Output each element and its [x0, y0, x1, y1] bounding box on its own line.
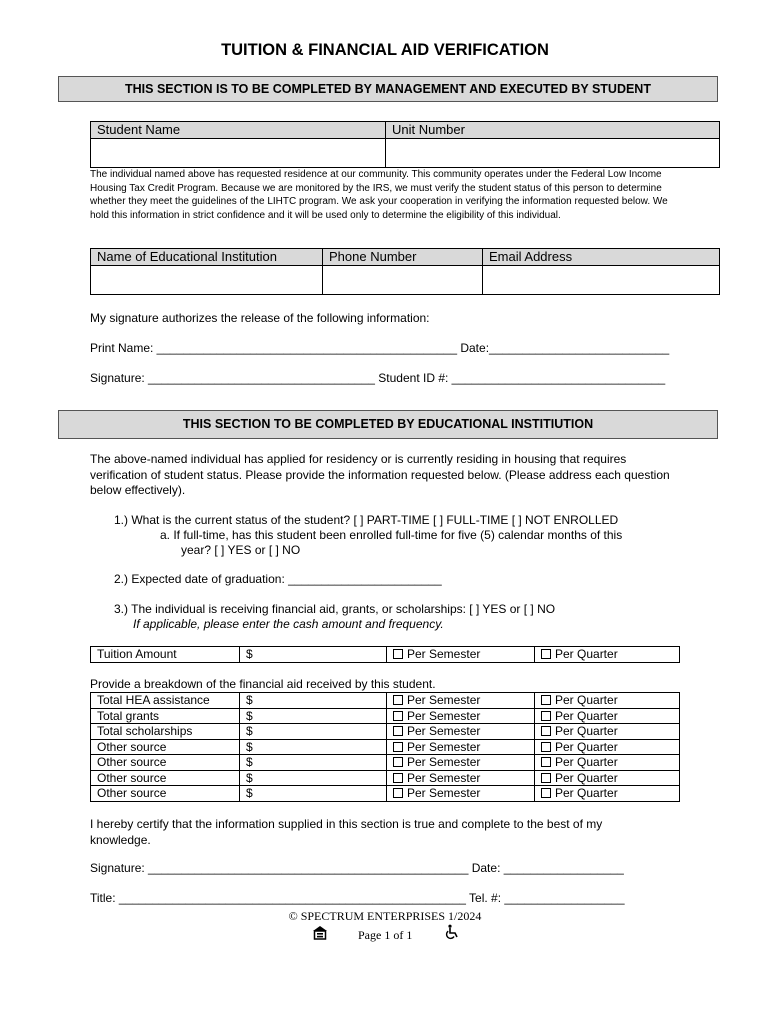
aid-per-semester[interactable]: Per Semester: [387, 786, 535, 802]
checkbox-icon[interactable]: [541, 742, 551, 752]
question-3: 3.) The individual is receiving financial aid, grants, or scholarships: [ ] YES or [ ] NO: [114, 602, 556, 616]
student-name-label: Student Name: [91, 122, 386, 139]
institution-signature-line[interactable]: Signature: ________________________________________________ Date: __________________: [90, 861, 624, 875]
aid-row: [91, 755, 680, 771]
tuition-per-semester[interactable]: Per Semester: [387, 647, 535, 663]
aid-row: [91, 739, 680, 755]
aid-per-quarter[interactable]: Per Quarter: [535, 755, 680, 771]
checkbox-icon[interactable]: [393, 649, 403, 659]
page-title: TUITION & FINANCIAL AID VERIFICATION: [221, 41, 549, 59]
tuition-per-quarter[interactable]: Per Quarter: [535, 647, 680, 663]
aid-amount[interactable]: $: [240, 786, 387, 802]
aid-per-quarter[interactable]: Per Quarter: [535, 693, 680, 709]
authorize-text: My signature authorizes the release of the following information:: [90, 311, 430, 325]
aid-label: Other source: [91, 770, 240, 786]
aid-amount[interactable]: $: [240, 693, 387, 709]
aid-per-quarter[interactable]: Per Quarter: [535, 770, 680, 786]
checkbox-icon[interactable]: [541, 757, 551, 767]
aid-per-semester[interactable]: Per Semester: [387, 755, 535, 771]
checkbox-icon[interactable]: [393, 773, 403, 783]
checkbox-icon[interactable]: [393, 742, 403, 752]
aid-per-quarter[interactable]: Per Quarter: [535, 724, 680, 740]
institution-table: [90, 248, 720, 295]
aid-row: [91, 724, 680, 740]
section2-intro: The above-named individual has applied for residency or is currently residing in housing that requires verification of student status. Please provide the information requested below. (Please address each question below effectively).: [90, 452, 670, 497]
phone-label: Phone Number: [323, 249, 483, 266]
unit-number-label: Unit Number: [386, 122, 720, 139]
aid-row: [91, 708, 680, 724]
aid-label: Total grants: [91, 708, 240, 724]
aid-per-semester[interactable]: Per Semester: [387, 739, 535, 755]
checkbox-icon[interactable]: [541, 649, 551, 659]
checkbox-icon[interactable]: [393, 726, 403, 736]
checkbox-icon[interactable]: [541, 711, 551, 721]
aid-per-semester[interactable]: Per Semester: [387, 693, 535, 709]
checkbox-icon[interactable]: [393, 757, 403, 767]
email-field[interactable]: [483, 266, 720, 295]
checkbox-icon[interactable]: [541, 695, 551, 705]
question-1: 1.) What is the current status of the student? [ ] PART-TIME [ ] FULL-TIME [ ] NOT ENROLLED: [114, 513, 619, 527]
checkbox-icon[interactable]: [541, 788, 551, 798]
aid-breakdown-table: [90, 692, 680, 802]
section1-banner: THIS SECTION IS TO BE COMPLETED BY MANAGEMENT AND EXECUTED BY STUDENT: [58, 76, 718, 102]
aid-per-quarter[interactable]: Per Quarter: [535, 786, 680, 802]
institution-field[interactable]: [91, 266, 323, 295]
wheelchair-icon: [444, 924, 460, 940]
question-3-note: If applicable, please enter the cash amount and frequency.: [133, 617, 444, 631]
copyright: © SPECTRUM ENTERPRISES 1/2024: [288, 909, 482, 923]
aid-label: Total HEA assistance: [91, 693, 240, 709]
student-info-table: [90, 121, 720, 168]
question-2: 2.) Expected date of graduation: _______________________: [114, 572, 442, 586]
institution-label: Name of Educational Institution: [91, 249, 323, 266]
aid-per-quarter[interactable]: Per Quarter: [535, 708, 680, 724]
aid-label: Other source: [91, 755, 240, 771]
tuition-label: Tuition Amount: [91, 647, 240, 663]
aid-per-semester[interactable]: Per Semester: [387, 724, 535, 740]
aid-row: [91, 770, 680, 786]
aid-amount[interactable]: $: [240, 724, 387, 740]
checkbox-icon[interactable]: [393, 695, 403, 705]
page-number: Page 1 of 1: [358, 928, 413, 942]
aid-label: Total scholarships: [91, 724, 240, 740]
aid-amount[interactable]: $: [240, 739, 387, 755]
print-name-line[interactable]: Print Name: _____________________________________________ Date:___________________________: [90, 341, 670, 355]
aid-per-semester[interactable]: Per Semester: [387, 770, 535, 786]
aid-amount[interactable]: $: [240, 755, 387, 771]
aid-row: [91, 693, 680, 709]
breakdown-intro: Provide a breakdown of the financial aid received by this student.: [90, 677, 436, 691]
aid-amount[interactable]: $: [240, 708, 387, 724]
checkbox-icon[interactable]: [393, 711, 403, 721]
certify-text: I hereby certify that the information supplied in this section is true and complete to the best of my knowledge.: [90, 817, 603, 847]
aid-label: Other source: [91, 739, 240, 755]
student-signature-line[interactable]: Signature: __________________________________ Student ID #: ________________________________: [90, 371, 666, 385]
equal-housing-icon: [312, 925, 328, 940]
institution-title-line[interactable]: Title: ____________________________________________________ Tel. #: __________________: [90, 891, 625, 905]
unit-number-field[interactable]: [386, 139, 720, 168]
aid-label: Other source: [91, 786, 240, 802]
email-label: Email Address: [483, 249, 720, 266]
aid-row: [91, 786, 680, 802]
checkbox-icon[interactable]: [541, 726, 551, 736]
aid-amount[interactable]: $: [240, 770, 387, 786]
section1-intro: The individual named above has requested residence at our community. This community operates under the Federal Low Income Housing Tax Credit Program. Because we are monitored by the IRS, we must verify the student status of this person to determine whether they meet the guidelines of the LIHTC program. We ask your cooperation in verifying the information requested below. We hold this information in strict confidence and it will be used only to determine the eligibility of this individual.: [90, 169, 668, 221]
section2-banner: THIS SECTION TO BE COMPLETED BY EDUCATIONAL INSTITIUTION: [58, 410, 718, 439]
question-1a: a. If full-time, has this student been enrolled full-time for five (5) calendar months of this: [160, 528, 623, 542]
aid-per-semester[interactable]: Per Semester: [387, 708, 535, 724]
checkbox-icon[interactable]: [541, 773, 551, 783]
checkbox-icon[interactable]: [393, 788, 403, 798]
question-1a-cont: year? [ ] YES or [ ] NO: [181, 543, 301, 557]
phone-field[interactable]: [323, 266, 483, 295]
aid-per-quarter[interactable]: Per Quarter: [535, 739, 680, 755]
student-name-field[interactable]: [91, 139, 386, 168]
tuition-table: [90, 646, 680, 663]
tuition-amount[interactable]: $: [240, 647, 387, 663]
